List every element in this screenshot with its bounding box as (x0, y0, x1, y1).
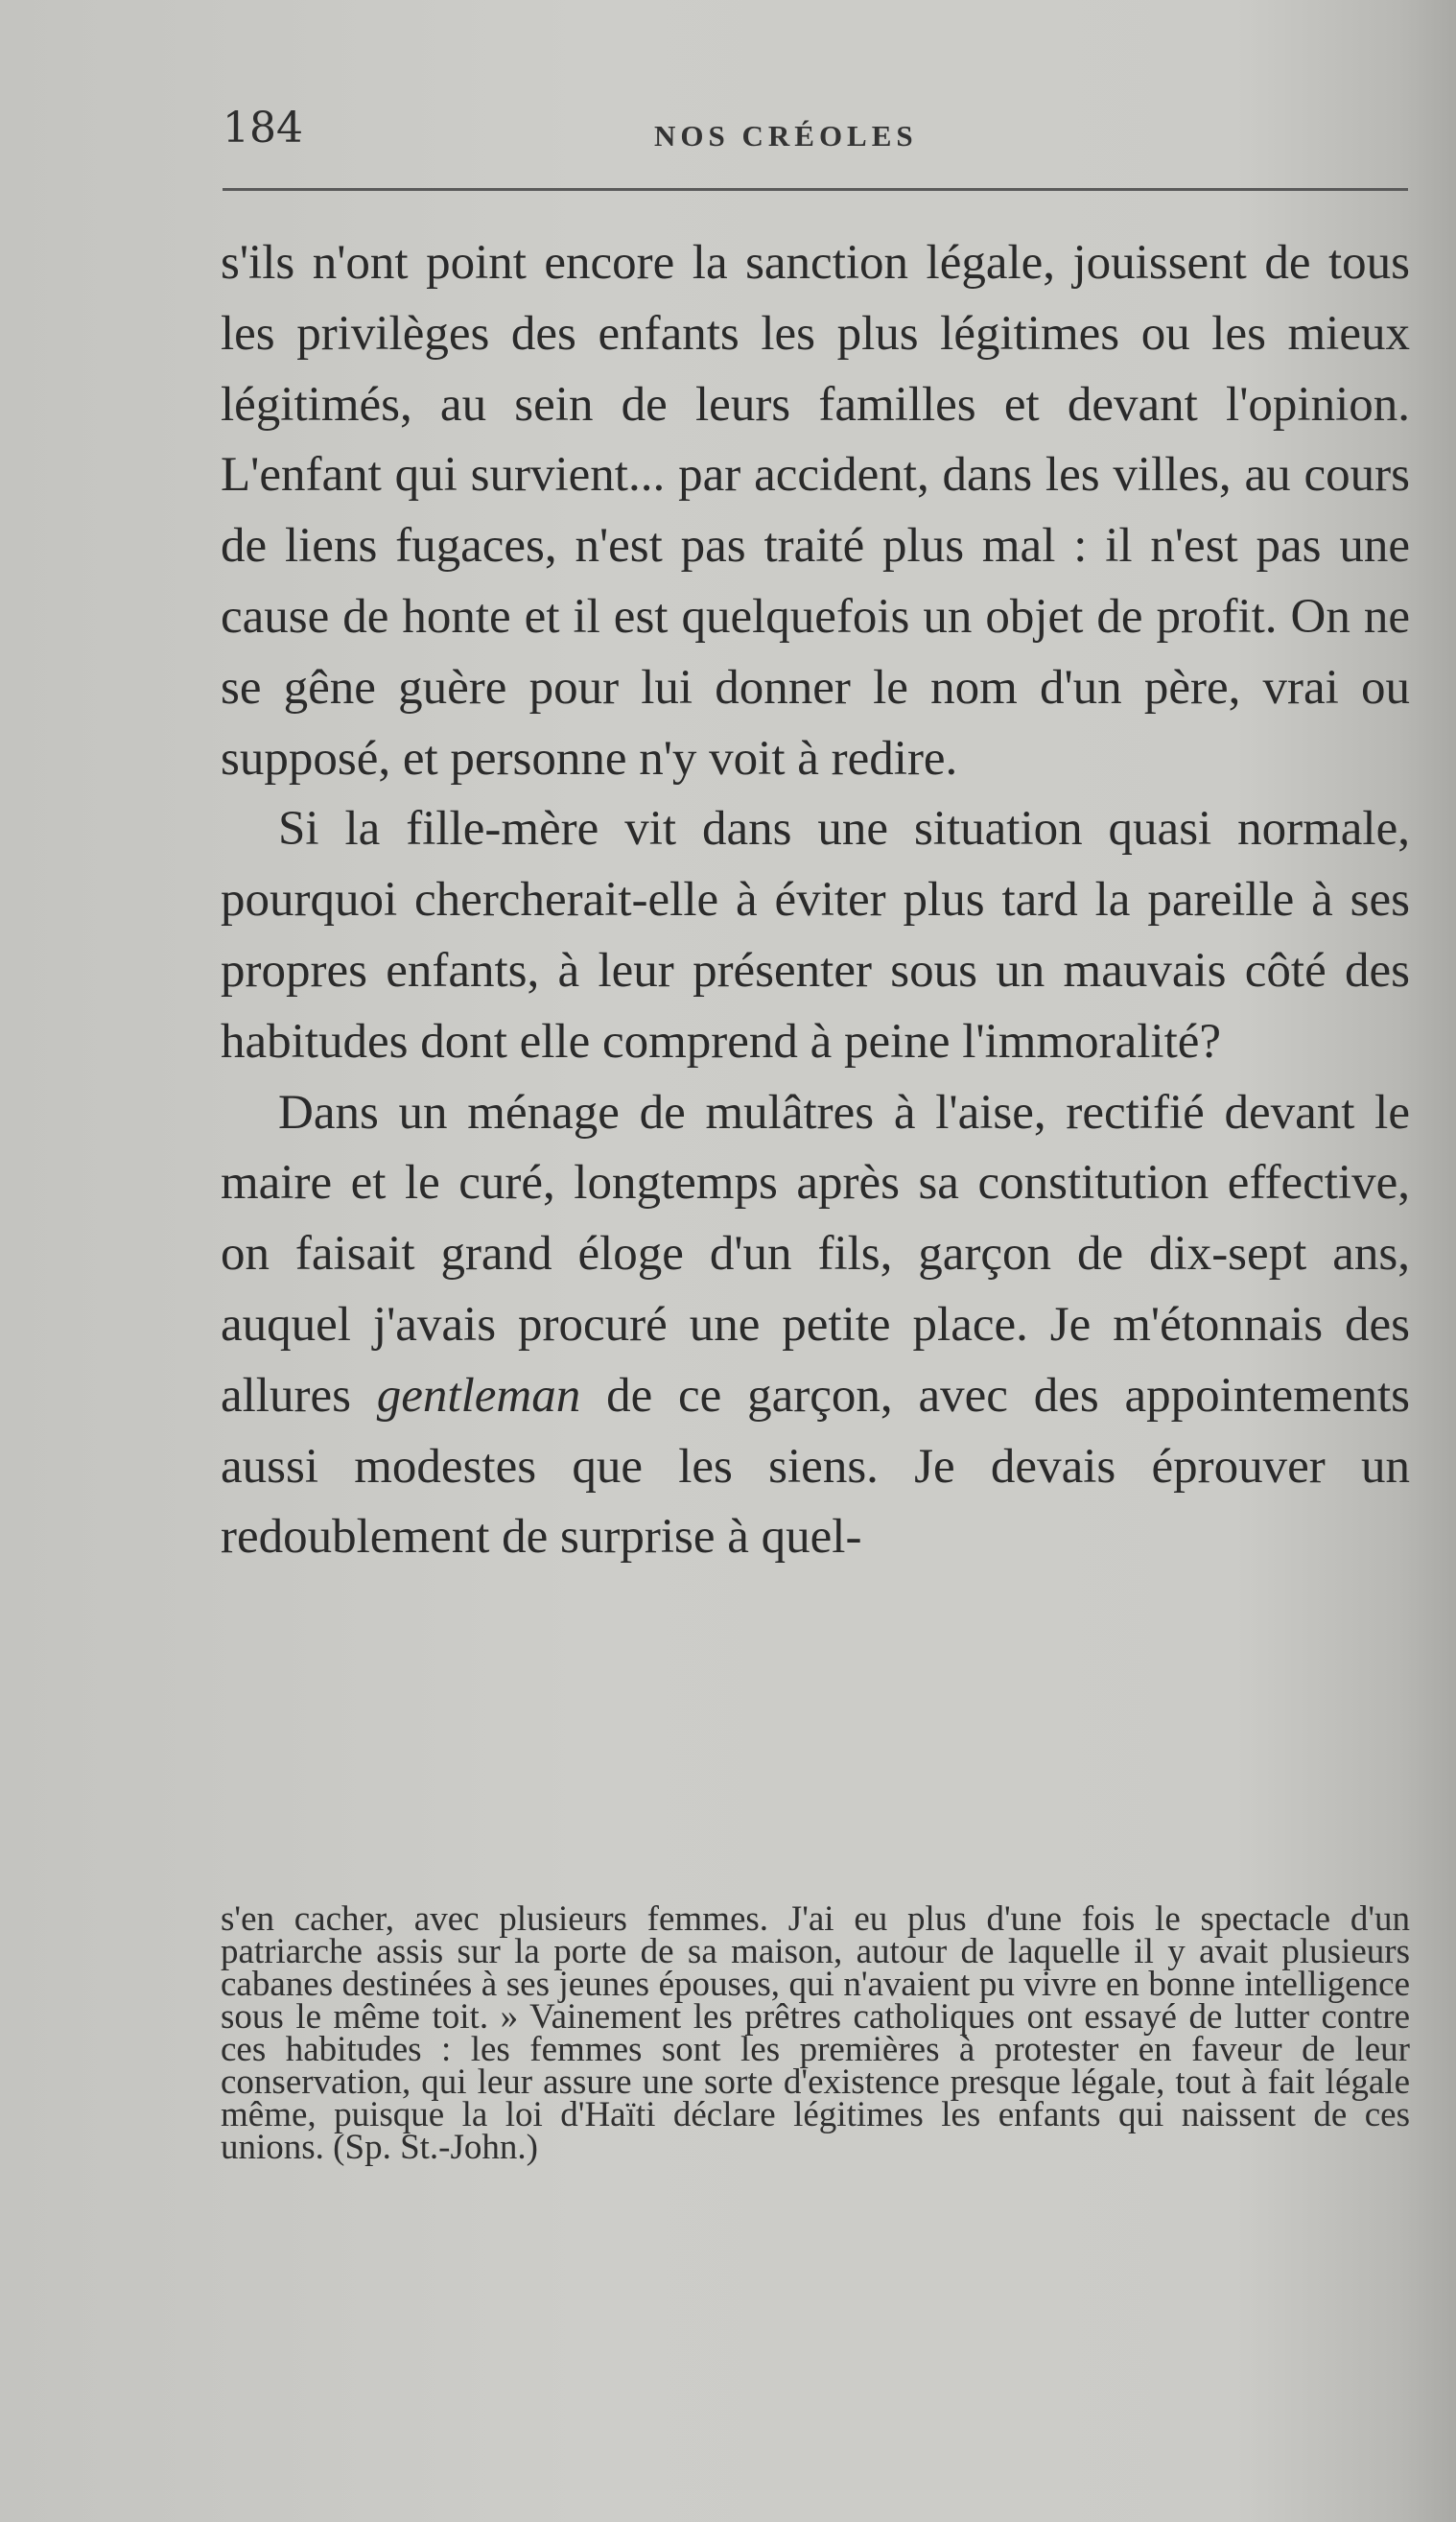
paragraph-2: Si la fille-mère vit dans une situation quasi normale, pourquoi chercherait-elle à éviter plus tard la pareille à ses propres enfants, à leur présenter sous un mauvais côté des habitudes dont elle comprend à peine l'immoralité? (221, 802, 1410, 1069)
paragraph-3 (221, 1078, 1410, 1574)
paragraph-3-start: Dans un ménage de mulâtres à l'aise, rectifié devant le maire et le curé, longtemps après sa constitution effective, on faisait grand éloge d'un fils, garçon de dix-sept ans, auquel j'avais procuré une petite place. Je m'étonnais des allures (221, 1085, 1410, 1423)
page-header (223, 104, 1407, 180)
footnote-text: s'en cacher, avec plusieurs femmes. J'ai eu plus d'une fois le spectacle d'un patriarche assis sur la porte de sa maison, autour de laquelle il y avait plusieurs cabanes destinées à ses jeunes épouses, qui n'avaient pu vivre en bonne intelligence sous le même toit. » Vainement les prêtres catholiques ont essayé de lutter contre ces habitudes : les femmes sont les premières à protester en faveur de leur conservation, qui leur assure une sorte d'existence presque légale, tout à fait légale même, puisque la loi d'Haïti déclare légitimes les enfants qui naissent de ces unions. (Sp. St.-John.) (221, 1899, 1410, 2167)
header-rule (223, 188, 1408, 191)
footnote (221, 1899, 1410, 2167)
body-text (221, 228, 1410, 1573)
paragraph-3-end: de ce garçon, avec des appointements aussi modestes que les siens. Je devais éprouver un redoublement de surprise à quel- (221, 1368, 1410, 1565)
running-head: NOS CRÉOLES (654, 119, 918, 153)
page-number: 184 (223, 104, 303, 153)
italic-word: gentleman (376, 1368, 581, 1423)
paragraph-1: s'ils n'ont point encore la sanction légale, jouissent de tous les privilèges des enfants les plus légitimes ou les mieux légitimés, au sein de leurs familles et devant l'opinion. L'enfant qui survient... par accident, dans les villes, au cours de liens fugaces, n'est pas traité plus mal : il n'est pas une cause de honte et il est quelquefois un objet de profit. On ne se gêne guère pour lui donner le nom d'un père, vrai ou supposé, et personne n'y voit à redire. (221, 236, 1410, 786)
